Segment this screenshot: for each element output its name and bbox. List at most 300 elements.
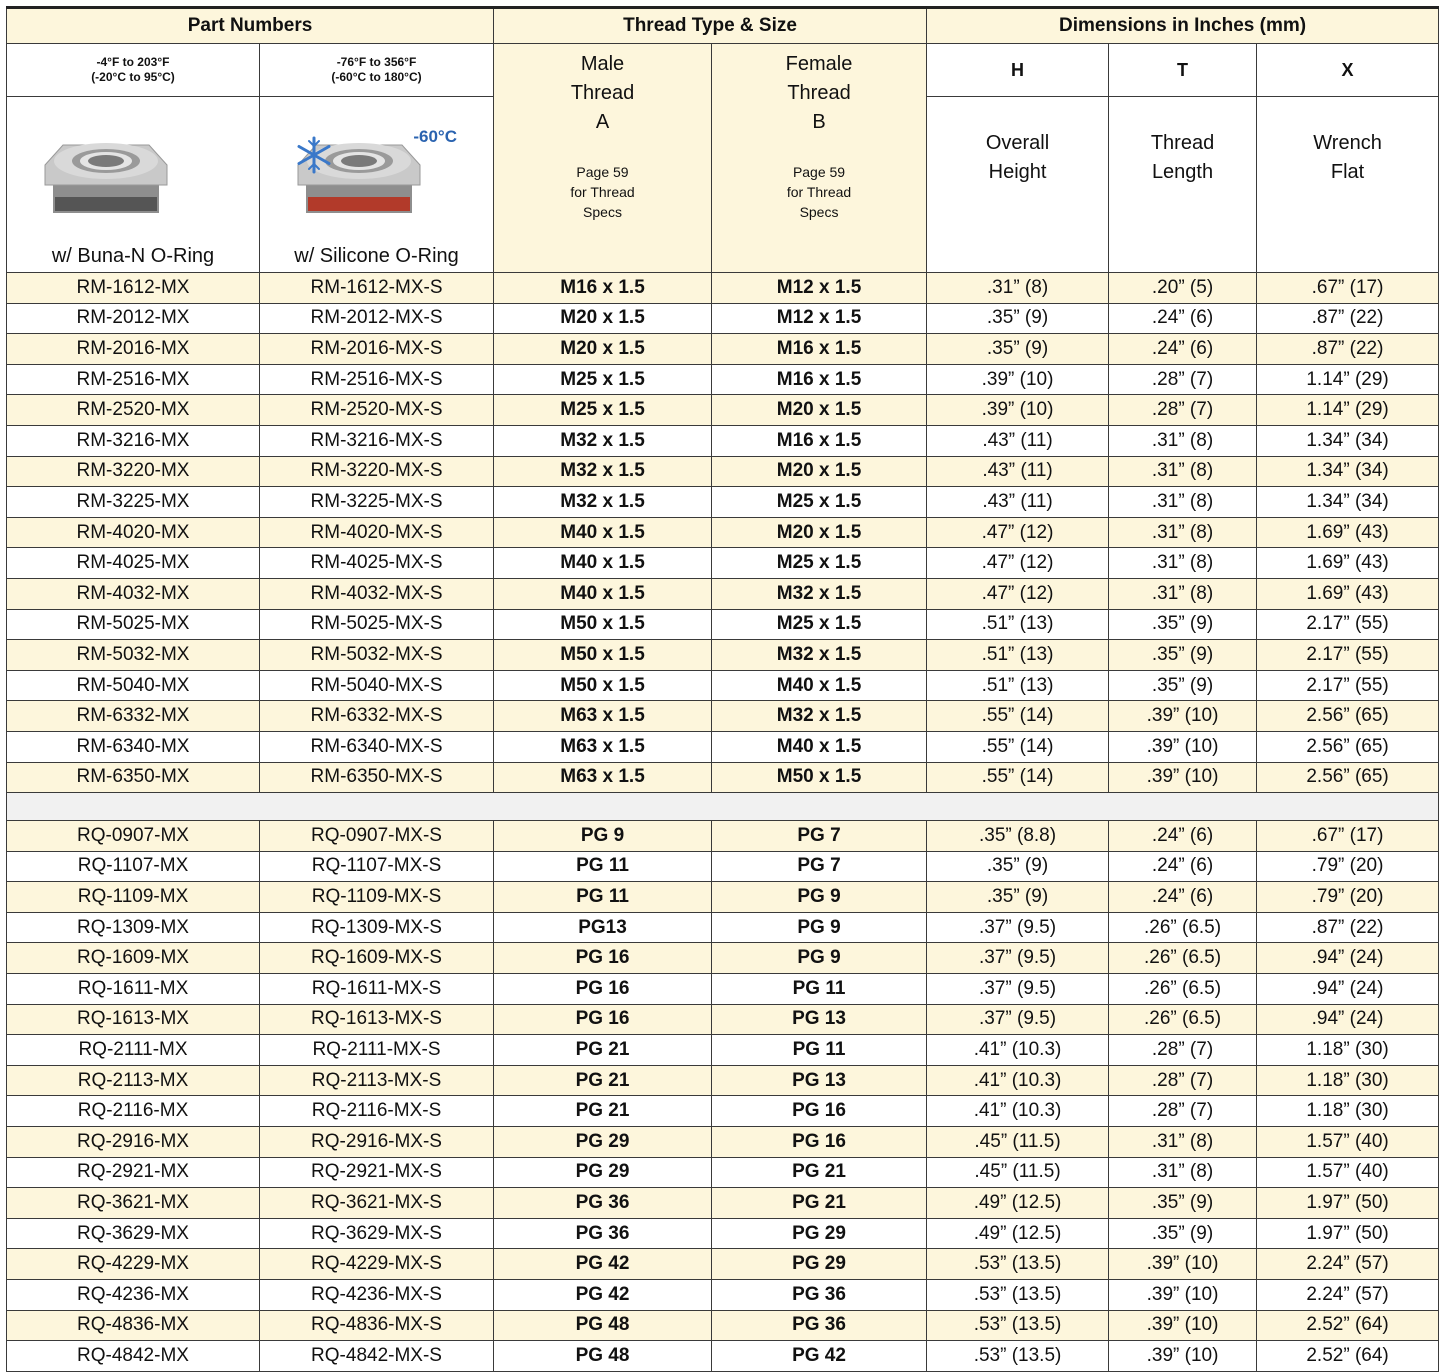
thread-length-cell: .31” (8) [1109, 578, 1257, 609]
buna-part-number-cell: RM-3225-MX [7, 487, 260, 518]
female-thread-cell: PG 9 [712, 882, 927, 913]
silicone-part-number-cell: RM-2520-MX-S [260, 395, 494, 426]
table-row [7, 882, 1439, 913]
overall-height-cell: .47” (12) [927, 517, 1109, 548]
table-row [7, 578, 1439, 609]
table-row [7, 1096, 1439, 1127]
male-thread-header: Male Thread A Page 59 for Thread Specs [494, 44, 712, 273]
buna-part-number-cell: RQ-1613-MX [7, 1004, 260, 1035]
wrench-flat-cell: 1.57” (40) [1257, 1127, 1439, 1158]
buna-part-number-cell: RQ-1107-MX [7, 851, 260, 882]
spec-table-body [7, 273, 1439, 1372]
table-row [7, 548, 1439, 579]
buna-part-number-cell: RM-2520-MX [7, 395, 260, 426]
wrench-flat-cell: .67” (17) [1257, 821, 1439, 852]
overall-height-cell: .43” (11) [927, 425, 1109, 456]
silicone-part-number-cell: RM-2016-MX-S [260, 334, 494, 365]
table-row [7, 303, 1439, 334]
male-thread-cell: M63 x 1.5 [494, 731, 712, 762]
buna-label: w/ Buna-N O-Ring [51, 245, 215, 267]
silicone-part-number-cell: RM-5040-MX-S [260, 670, 494, 701]
silicone-part-number-cell: RM-5032-MX-S [260, 640, 494, 671]
female-thread-cell: M20 x 1.5 [712, 456, 927, 487]
overall-height-cell: .43” (11) [927, 456, 1109, 487]
wrench-flat-cell: 1.14” (29) [1257, 364, 1439, 395]
buna-image-cell [7, 97, 260, 273]
overall-height-cell: .51” (13) [927, 640, 1109, 671]
thread-length-cell: .24” (6) [1109, 303, 1257, 334]
buna-part-number-cell: RQ-1109-MX [7, 882, 260, 913]
silicone-part-number-cell: RQ-1611-MX-S [260, 974, 494, 1005]
overall-height-cell: .31” (8) [927, 273, 1109, 304]
silicone-part-number-cell: RQ-1309-MX-S [260, 912, 494, 943]
female-thread-cell: M32 x 1.5 [712, 578, 927, 609]
table-row [7, 273, 1439, 304]
group-header-row [7, 8, 1439, 44]
thread-length-cell: .24” (6) [1109, 334, 1257, 365]
buna-part-number-cell: RM-3220-MX [7, 456, 260, 487]
thread-length-cell: .35” (9) [1109, 609, 1257, 640]
overall-height-cell: .49” (12.5) [927, 1188, 1109, 1219]
male-thread-cell: M63 x 1.5 [494, 762, 712, 793]
buna-part-number-cell: RQ-2116-MX [7, 1096, 260, 1127]
female-thread-cell: PG 36 [712, 1280, 927, 1311]
thread-length-cell: .26” (6.5) [1109, 943, 1257, 974]
male-thread-cell: M20 x 1.5 [494, 334, 712, 365]
wrench-flat-cell: 1.14” (29) [1257, 395, 1439, 426]
female-thread-cell: PG 9 [712, 943, 927, 974]
male-thread-cell: PG 9 [494, 821, 712, 852]
wrench-flat-cell: 1.97” (50) [1257, 1218, 1439, 1249]
female-thread-cell: PG 21 [712, 1157, 927, 1188]
silicone-part-number-cell: RM-6350-MX-S [260, 762, 494, 793]
table-row [7, 609, 1439, 640]
buna-part-number-cell: RM-2516-MX [7, 364, 260, 395]
overall-height-cell: .35” (9) [927, 851, 1109, 882]
wrench-flat-cell: 1.97” (50) [1257, 1188, 1439, 1219]
male-thread-cell: PG 16 [494, 974, 712, 1005]
wrench-flat-cell: .79” (20) [1257, 882, 1439, 913]
silicone-part-number-cell: RQ-0907-MX-S [260, 821, 494, 852]
male-thread-cell: PG 42 [494, 1249, 712, 1280]
overall-height-cell: .43” (11) [927, 487, 1109, 518]
silicone-part-number-cell: RQ-2111-MX-S [260, 1035, 494, 1066]
wrench-flat-cell: 1.69” (43) [1257, 548, 1439, 579]
silicone-part-number-cell: RQ-1109-MX-S [260, 882, 494, 913]
female-thread-cell: M40 x 1.5 [712, 670, 927, 701]
female-thread-cell: M25 x 1.5 [712, 487, 927, 518]
overall-height-cell: .39” (10) [927, 364, 1109, 395]
silicone-part-number-cell: RQ-4836-MX-S [260, 1310, 494, 1341]
overall-height-cell: .45” (11.5) [927, 1127, 1109, 1158]
male-thread-cell: PG 42 [494, 1280, 712, 1311]
overall-height-cell: .45” (11.5) [927, 1157, 1109, 1188]
thread-length-cell: .31” (8) [1109, 517, 1257, 548]
table-row [7, 517, 1439, 548]
male-thread-cell: M40 x 1.5 [494, 578, 712, 609]
female-thread-cell: PG 21 [712, 1188, 927, 1219]
wrench-flat-cell: 2.56” (65) [1257, 701, 1439, 732]
cold-rating-badge: -60°C [413, 127, 458, 146]
thread-length-cell: .26” (6.5) [1109, 912, 1257, 943]
overall-height-cell: .37” (9.5) [927, 912, 1109, 943]
thread-length-cell: .31” (8) [1109, 487, 1257, 518]
silicone-part-number-cell: RQ-2921-MX-S [260, 1157, 494, 1188]
buna-part-number-cell: RM-5040-MX [7, 670, 260, 701]
reducer-fitting-buna-image [41, 135, 171, 227]
thread-length-cell: .26” (6.5) [1109, 1004, 1257, 1035]
buna-part-number-cell: RM-5032-MX [7, 640, 260, 671]
reducer-spec-table [6, 6, 1439, 1372]
overall-height-cell: .41” (10.3) [927, 1065, 1109, 1096]
buna-part-number-cell: RQ-2111-MX [7, 1035, 260, 1066]
female-thread-cell: M16 x 1.5 [712, 425, 927, 456]
female-thread-cell: M50 x 1.5 [712, 762, 927, 793]
thread-length-cell: .31” (8) [1109, 456, 1257, 487]
female-thread-cell: PG 29 [712, 1249, 927, 1280]
silicone-part-number-cell: RM-6332-MX-S [260, 701, 494, 732]
thread-length-cell: .24” (6) [1109, 851, 1257, 882]
wrench-flat-cell: 2.17” (55) [1257, 640, 1439, 671]
table-row [7, 731, 1439, 762]
wrench-flat-cell: 1.69” (43) [1257, 517, 1439, 548]
part-numbers-header: Part Numbers [7, 8, 494, 44]
wrench-flat-cell: .87” (22) [1257, 303, 1439, 334]
silicone-label: w/ Silicone O-Ring [294, 245, 459, 267]
snowflake-icon [294, 135, 334, 175]
thread-length-cell: .20” (5) [1109, 273, 1257, 304]
table-row [7, 1127, 1439, 1158]
table-row [7, 640, 1439, 671]
silicone-part-number-cell: RM-4032-MX-S [260, 578, 494, 609]
female-page-ref: Page 59 for Thread Specs [786, 164, 852, 220]
table-row [7, 364, 1439, 395]
female-thread-header: Female Thread B Page 59 for Thread Specs [712, 44, 927, 273]
buna-part-number-cell: RQ-3629-MX [7, 1218, 260, 1249]
wrench-flat-cell: .87” (22) [1257, 912, 1439, 943]
table-row [7, 1310, 1439, 1341]
buna-part-number-cell: RM-6340-MX [7, 731, 260, 762]
male-thread-cell: M50 x 1.5 [494, 640, 712, 671]
silicone-part-number-cell: RQ-4229-MX-S [260, 1249, 494, 1280]
overall-height-cell: .49” (12.5) [927, 1218, 1109, 1249]
overall-height-cell: .41” (10.3) [927, 1096, 1109, 1127]
male-thread-cell: PG 36 [494, 1218, 712, 1249]
overall-height-cell: .53” (13.5) [927, 1249, 1109, 1280]
male-thread-cell: M50 x 1.5 [494, 670, 712, 701]
buna-part-number-cell: RQ-2916-MX [7, 1127, 260, 1158]
sub-header-row [7, 44, 1439, 97]
female-thread-cell: PG 36 [712, 1310, 927, 1341]
overall-height-cell: .55” (14) [927, 731, 1109, 762]
thread-length-cell: .28” (7) [1109, 1096, 1257, 1127]
wrench-flat-cell: 1.18” (30) [1257, 1065, 1439, 1096]
buna-part-number-cell: RM-3216-MX [7, 425, 260, 456]
male-thread-cell: PG 29 [494, 1157, 712, 1188]
section-divider [7, 793, 1439, 821]
table-row [7, 1280, 1439, 1311]
wrench-flat-cell: 2.24” (57) [1257, 1280, 1439, 1311]
female-thread-cell: M20 x 1.5 [712, 395, 927, 426]
thread-length-cell: .39” (10) [1109, 1341, 1257, 1372]
silicone-part-number-cell: RM-3216-MX-S [260, 425, 494, 456]
wrench-flat-cell: 2.17” (55) [1257, 609, 1439, 640]
wrench-flat-cell: 2.56” (65) [1257, 762, 1439, 793]
table-row [7, 821, 1439, 852]
thread-length-cell: .39” (10) [1109, 1280, 1257, 1311]
wrench-flat-cell: .94” (24) [1257, 943, 1439, 974]
male-thread-cell: M25 x 1.5 [494, 364, 712, 395]
female-thread-cell: PG 29 [712, 1218, 927, 1249]
thread-length-cell: .39” (10) [1109, 1249, 1257, 1280]
thread-length-cell: .35” (9) [1109, 640, 1257, 671]
overall-height-cell: .35” (9) [927, 303, 1109, 334]
wrench-flat-cell: 1.34” (34) [1257, 456, 1439, 487]
buna-part-number-cell: RM-4025-MX [7, 548, 260, 579]
male-thread-cell: PG 48 [494, 1310, 712, 1341]
male-thread-cell: M50 x 1.5 [494, 609, 712, 640]
overall-height-cell: .37” (9.5) [927, 1004, 1109, 1035]
wrench-flat-cell: .94” (24) [1257, 974, 1439, 1005]
table-row [7, 1065, 1439, 1096]
buna-temp-range: -4°F to 203°F (-20°C to 95°C) [7, 44, 260, 97]
female-thread-cell: PG 42 [712, 1341, 927, 1372]
female-thread-cell: M32 x 1.5 [712, 640, 927, 671]
wrench-flat-cell: 1.18” (30) [1257, 1096, 1439, 1127]
thread-length-cell: .39” (10) [1109, 1310, 1257, 1341]
silicone-temp-range: -76°F to 356°F (-60°C to 180°C) [260, 44, 494, 97]
male-thread-cell: M32 x 1.5 [494, 487, 712, 518]
male-thread-cell: PG 21 [494, 1065, 712, 1096]
buna-part-number-cell: RQ-4836-MX [7, 1310, 260, 1341]
thread-type-header: Thread Type & Size [494, 8, 927, 44]
thread-length-cell: .31” (8) [1109, 1157, 1257, 1188]
thread-length-cell: .28” (7) [1109, 1065, 1257, 1096]
dim-h-header: H [927, 44, 1109, 97]
buna-part-number-cell: RQ-1609-MX [7, 943, 260, 974]
buna-part-number-cell: RM-4032-MX [7, 578, 260, 609]
overall-height-cell: .37” (9.5) [927, 974, 1109, 1005]
silicone-part-number-cell: RQ-2916-MX-S [260, 1127, 494, 1158]
female-thread-cell: PG 11 [712, 1035, 927, 1066]
wrench-flat-cell: 2.52” (64) [1257, 1310, 1439, 1341]
silicone-part-number-cell: RQ-1107-MX-S [260, 851, 494, 882]
dim-x-header: X [1257, 44, 1439, 97]
female-thread-cell: PG 16 [712, 1127, 927, 1158]
male-thread-cell: M63 x 1.5 [494, 701, 712, 732]
male-thread-cell: PG 16 [494, 1004, 712, 1035]
male-thread-cell: M40 x 1.5 [494, 548, 712, 579]
table-row [7, 456, 1439, 487]
buna-part-number-cell: RQ-2921-MX [7, 1157, 260, 1188]
overall-height-cell: .37” (9.5) [927, 943, 1109, 974]
overall-height-cell: .53” (13.5) [927, 1310, 1109, 1341]
female-thread-cell: PG 9 [712, 912, 927, 943]
thread-length-cell: .35” (9) [1109, 1218, 1257, 1249]
wrench-flat-cell: 1.34” (34) [1257, 487, 1439, 518]
male-thread-cell: PG13 [494, 912, 712, 943]
buna-part-number-cell: RM-5025-MX [7, 609, 260, 640]
overall-height-cell: .39” (10) [927, 395, 1109, 426]
wrench-flat-cell: 2.52” (64) [1257, 1341, 1439, 1372]
table-row [7, 1035, 1439, 1066]
overall-height-cell: .51” (13) [927, 670, 1109, 701]
female-thread-cell: PG 7 [712, 851, 927, 882]
table-row [7, 974, 1439, 1005]
silicone-part-number-cell: RM-4020-MX-S [260, 517, 494, 548]
wrench-flat-cell: 2.17” (55) [1257, 670, 1439, 701]
thread-length-cell: .39” (10) [1109, 731, 1257, 762]
male-thread-cell: PG 48 [494, 1341, 712, 1372]
wrench-flat-cell: .87” (22) [1257, 334, 1439, 365]
table-row [7, 1157, 1439, 1188]
table-row [7, 487, 1439, 518]
table-row [7, 943, 1439, 974]
thread-length-cell: .24” (6) [1109, 882, 1257, 913]
silicone-part-number-cell: RQ-1609-MX-S [260, 943, 494, 974]
buna-part-number-cell: RQ-2113-MX [7, 1065, 260, 1096]
female-thread-cell: M16 x 1.5 [712, 334, 927, 365]
thread-length-cell: .35” (9) [1109, 1188, 1257, 1219]
female-thread-cell: M20 x 1.5 [712, 517, 927, 548]
table-row [7, 670, 1439, 701]
overall-height-cell: .35” (9) [927, 334, 1109, 365]
silicone-part-number-cell: RQ-4236-MX-S [260, 1280, 494, 1311]
male-thread-cell: PG 11 [494, 882, 712, 913]
male-thread-cell: PG 29 [494, 1127, 712, 1158]
overall-height-cell: .47” (12) [927, 578, 1109, 609]
section-divider-row [7, 793, 1439, 821]
male-thread-cell: PG 36 [494, 1188, 712, 1219]
female-thread-cell: PG 7 [712, 821, 927, 852]
silicone-part-number-cell: RM-1612-MX-S [260, 273, 494, 304]
female-thread-cell: M25 x 1.5 [712, 609, 927, 640]
silicone-part-number-cell: RM-3225-MX-S [260, 487, 494, 518]
silicone-part-number-cell: RQ-3621-MX-S [260, 1188, 494, 1219]
table-row [7, 1249, 1439, 1280]
buna-part-number-cell: RQ-1611-MX [7, 974, 260, 1005]
silicone-part-number-cell: RM-6340-MX-S [260, 731, 494, 762]
table-row [7, 1188, 1439, 1219]
female-thread-cell: M12 x 1.5 [712, 273, 927, 304]
silicone-part-number-cell: RM-2012-MX-S [260, 303, 494, 334]
wrench-flat-cell: .79” (20) [1257, 851, 1439, 882]
thread-length-cell: .28” (7) [1109, 395, 1257, 426]
buna-part-number-cell: RM-4020-MX [7, 517, 260, 548]
silicone-part-number-cell: RM-5025-MX-S [260, 609, 494, 640]
buna-part-number-cell: RM-1612-MX [7, 273, 260, 304]
female-thread-cell: PG 11 [712, 974, 927, 1005]
overall-height-cell: .55” (14) [927, 701, 1109, 732]
table-row [7, 762, 1439, 793]
table-row [7, 1004, 1439, 1035]
silicone-part-number-cell: RM-4025-MX-S [260, 548, 494, 579]
silicone-part-number-cell: RM-3220-MX-S [260, 456, 494, 487]
overall-height-cell: .35” (9) [927, 882, 1109, 913]
thread-length-cell: .26” (6.5) [1109, 974, 1257, 1005]
thread-length-cell: .39” (10) [1109, 762, 1257, 793]
thread-length-cell: .24” (6) [1109, 821, 1257, 852]
silicone-part-number-cell: RQ-4842-MX-S [260, 1341, 494, 1372]
wrench-flat-cell: .94” (24) [1257, 1004, 1439, 1035]
wrench-flat-cell: 2.24” (57) [1257, 1249, 1439, 1280]
spec-table-container [6, 6, 1438, 1372]
silicone-image-cell [260, 97, 494, 273]
wrench-flat-cell: 2.56” (65) [1257, 731, 1439, 762]
table-row [7, 334, 1439, 365]
table-row [7, 851, 1439, 882]
thread-length-cell: .31” (8) [1109, 425, 1257, 456]
dim-x-description: Wrench Flat [1257, 97, 1439, 273]
wrench-flat-cell: 1.18” (30) [1257, 1035, 1439, 1066]
overall-height-cell: .53” (13.5) [927, 1341, 1109, 1372]
table-row [7, 1218, 1439, 1249]
female-thread-cell: M40 x 1.5 [712, 731, 927, 762]
wrench-flat-cell: .67” (17) [1257, 273, 1439, 304]
thread-length-cell: .39” (10) [1109, 701, 1257, 732]
silicone-part-number-cell: RM-2516-MX-S [260, 364, 494, 395]
buna-part-number-cell: RM-2012-MX [7, 303, 260, 334]
table-row [7, 425, 1439, 456]
overall-height-cell: .51” (13) [927, 609, 1109, 640]
male-thread-cell: M25 x 1.5 [494, 395, 712, 426]
table-row [7, 912, 1439, 943]
buna-part-number-cell: RQ-1309-MX [7, 912, 260, 943]
silicone-part-number-cell: RQ-2116-MX-S [260, 1096, 494, 1127]
female-thread-cell: PG 13 [712, 1065, 927, 1096]
dim-h-description: Overall Height [927, 97, 1109, 273]
male-thread-cell: M32 x 1.5 [494, 425, 712, 456]
table-row [7, 395, 1439, 426]
wrench-flat-cell: 1.69” (43) [1257, 578, 1439, 609]
dim-t-header: T [1109, 44, 1257, 97]
dimensions-header: Dimensions in Inches (mm) [927, 8, 1439, 44]
thread-length-cell: .31” (8) [1109, 1127, 1257, 1158]
thread-length-cell: .35” (9) [1109, 670, 1257, 701]
thread-length-cell: .28” (7) [1109, 1035, 1257, 1066]
buna-part-number-cell: RM-6350-MX [7, 762, 260, 793]
wrench-flat-cell: 1.57” (40) [1257, 1157, 1439, 1188]
overall-height-cell: .41” (10.3) [927, 1035, 1109, 1066]
male-thread-cell: M32 x 1.5 [494, 456, 712, 487]
male-thread-cell: PG 11 [494, 851, 712, 882]
buna-part-number-cell: RQ-4842-MX [7, 1341, 260, 1372]
thread-length-cell: .28” (7) [1109, 364, 1257, 395]
table-row [7, 1341, 1439, 1372]
buna-part-number-cell: RQ-0907-MX [7, 821, 260, 852]
thread-length-cell: .31” (8) [1109, 548, 1257, 579]
overall-height-cell: .47” (12) [927, 548, 1109, 579]
buna-part-number-cell: RQ-4236-MX [7, 1280, 260, 1311]
buna-part-number-cell: RQ-3621-MX [7, 1188, 260, 1219]
silicone-part-number-cell: RQ-3629-MX-S [260, 1218, 494, 1249]
overall-height-cell: .35” (8.8) [927, 821, 1109, 852]
male-page-ref: Page 59 for Thread Specs [570, 164, 635, 220]
female-thread-cell: M32 x 1.5 [712, 701, 927, 732]
female-thread-cell: M25 x 1.5 [712, 548, 927, 579]
female-thread-cell: M12 x 1.5 [712, 303, 927, 334]
male-thread-cell: M20 x 1.5 [494, 303, 712, 334]
female-thread-cell: M16 x 1.5 [712, 364, 927, 395]
buna-part-number-cell: RQ-4229-MX [7, 1249, 260, 1280]
male-thread-cell: PG 21 [494, 1096, 712, 1127]
male-thread-cell: M16 x 1.5 [494, 273, 712, 304]
overall-height-cell: .53” (13.5) [927, 1280, 1109, 1311]
silicone-part-number-cell: RQ-1613-MX-S [260, 1004, 494, 1035]
wrench-flat-cell: 1.34” (34) [1257, 425, 1439, 456]
male-thread-cell: PG 21 [494, 1035, 712, 1066]
female-thread-cell: PG 16 [712, 1096, 927, 1127]
